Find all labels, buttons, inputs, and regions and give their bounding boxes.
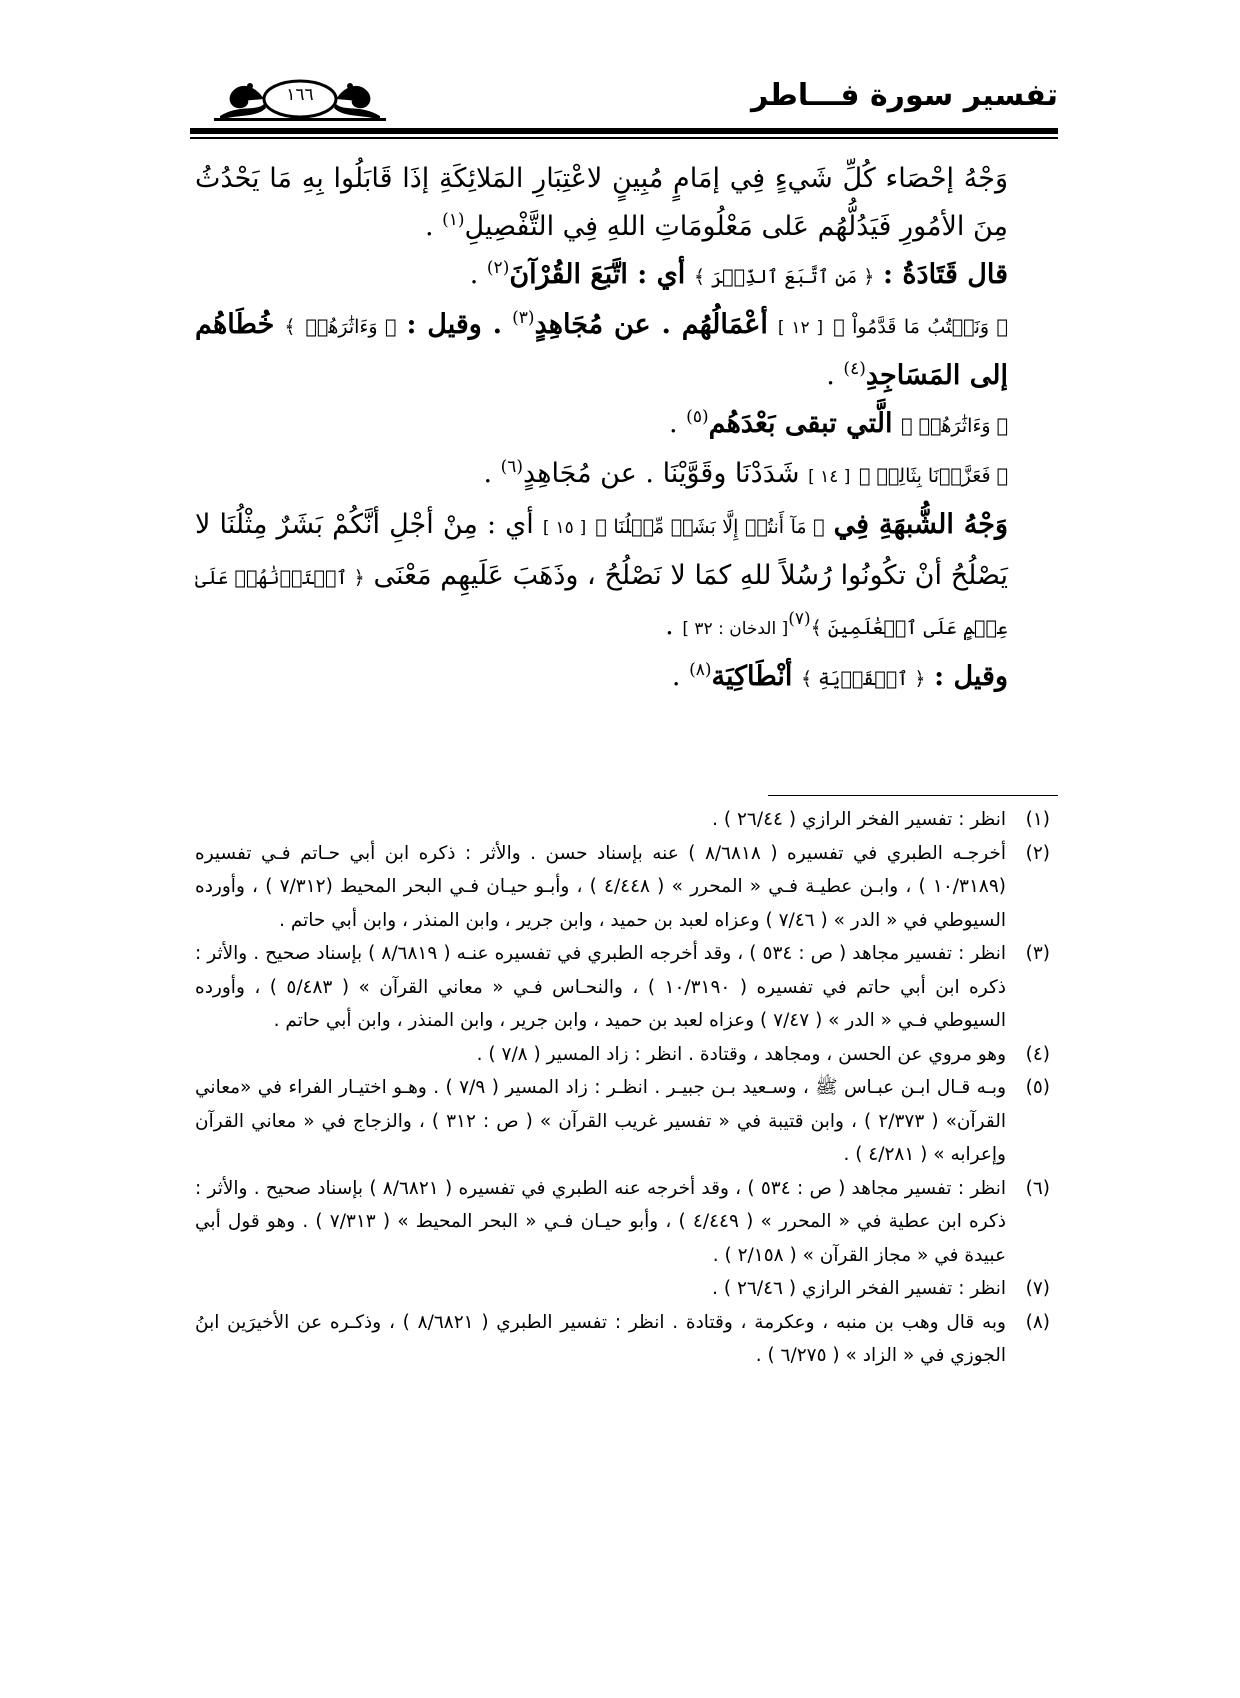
quran-verse: ﴾	[284, 316, 296, 338]
footnote	[195, 937, 1050, 1038]
footnote	[195, 1272, 1050, 1306]
verse-ref: [ ١٥ ]	[542, 518, 587, 538]
text: . وقيل :	[406, 309, 503, 340]
text: أي : اتَّبَعَ القُرْآنَ	[509, 259, 686, 290]
verse-ref: [ ١٤ ]	[808, 467, 851, 487]
paragraph-3	[195, 301, 1050, 400]
text: أي : مِنْ أجْلِ أنَّكُمْ بَشَرٌ مِثْلُنَا لا يَصْلُحُ أنْ تكُونُوا رُسُلاً للهِ كمَا لا نَصْلُحُ ، وذَهَبَ عَلَيهِم مَعْنَى	[195, 509, 1008, 591]
paragraph-6	[195, 501, 1050, 653]
verse-ref: [ الدخان : ٣٢ ]	[682, 619, 789, 639]
text: .	[665, 610, 674, 641]
paragraph-1	[195, 155, 1050, 251]
footnote	[195, 1306, 1050, 1373]
footnote	[195, 1071, 1050, 1172]
footnote-mark: (٣)	[512, 308, 535, 328]
footnote-mark: (١)	[442, 210, 465, 230]
text: .	[826, 360, 835, 391]
footnote-number: (٨)	[1025, 1311, 1050, 1333]
footnote	[195, 803, 1050, 837]
text: الَّتي تبقى بَعْدَهُم	[708, 408, 893, 439]
footnote-text: وبـه قـال ابـن عبـاس ﷺ ، وسـعيد بـن جبيـر . انظـر : زاد المسير ( ٧/٩ ) . وهـو اختيـار الفراء في «معاني القرآن» ( ٢/٣٧٣ ) ، وابن قتيبة في « تفسير غريب القرآن » ( ص : ٣١٢ ) ، والزجاج في « معاني القرآن وإعرابه » ( ٤/٢٨١ ) .	[195, 1077, 1007, 1165]
text: قال قَتَادَةُ :	[883, 259, 1008, 290]
text: .	[424, 211, 434, 242]
verse-ref: [ ١٢ ]	[777, 318, 824, 338]
quran-verse: ﴿ مَنِ ٱتَّبَعَ ٱلذِّكۡرَ ﴾	[693, 266, 875, 288]
header-rule	[190, 128, 1058, 134]
footnote	[195, 1038, 1050, 1072]
page-title: تفسير سورة فـــاطر	[750, 78, 1058, 113]
footnote-mark: (٨)	[689, 660, 712, 680]
footnote-number: (١)	[1025, 809, 1050, 830]
footnote-number: (٦)	[1025, 1177, 1050, 1199]
page-number: ١٦٦	[286, 85, 314, 105]
body-text	[195, 155, 1050, 703]
footnote-mark: (٧)	[788, 609, 811, 629]
page-header	[190, 70, 1058, 130]
footnote-mark: (٥)	[686, 407, 709, 427]
footnote	[195, 1172, 1050, 1273]
header-rule-thin	[190, 137, 1058, 139]
footnote-number: (٧)	[1025, 1278, 1050, 1299]
footnote-number: (٤)	[1025, 1043, 1050, 1065]
text: شَدَدْنَا وقَوَّيْنَا . عن مُجَاهِدٍ	[523, 458, 800, 489]
paragraph-2	[195, 251, 1050, 301]
footnote-number: (٥)	[1025, 1077, 1050, 1098]
footnote-text: انظر : تفسير مجاهد ( ص : ٥٣٤ ) ، وقد أخرجه عنه الطبري في تفسيره ( ٨/٦٨٢١ ) بإسناد صحيح . والأثر : ذكره ابن عطية في « المحرر » ( ٤/٤٤٩ ) ، وأبو حيـان فـي « البحر المحيط » ( ٧/٣١٣ ) . وهو قول أبي عبيدة في « مجاز القرآن » ( ٢/١٥٨ ) .	[195, 1177, 1006, 1266]
footnote-mark: (٢)	[486, 258, 510, 278]
paragraph-7	[195, 653, 1050, 703]
footnote-mark: (٤)	[843, 359, 866, 379]
paragraph-5	[195, 450, 1050, 501]
footnote-separator	[768, 795, 1058, 796]
text: وَجْهُ إحْصَاء كُلِّ شَيءٍ فِي إمَامٍ مُبِينٍ لاعْتِبَارِ المَلائِكَةِ إذَا قَابَلُوا بِهِ مَا يَحْدُثُ مِنَ الأمُورِ فَيَدُلُّهُم عَلى مَعْلُومَاتِ اللهِ فِي التَّفْصِيلِ	[195, 163, 1008, 242]
text: .	[483, 458, 493, 489]
footnote-number: (٢)	[1025, 842, 1050, 864]
footnote-text: انظر : تفسير الفخر الرازي ( ٢٦/٤٦ ) .	[712, 1278, 1006, 1299]
text: خُطَاهُم إلى المَسَاجِدِ	[195, 309, 1008, 391]
text: .	[668, 408, 678, 439]
footnotes	[195, 803, 1050, 1373]
paragraph-4	[195, 400, 1050, 450]
quran-verse: ﴿ ٱلۡقَرۡيَةِ ﴾	[801, 668, 926, 690]
footnote-text: أخرجـه الطبري في تفسيره ( ٨/٦٨١٨ ) عنه بإسناد حسن . والأثر : ذكره ابن أبي حـاتم فـي تفسيره (١٠/٣١٨٩ ) ، وابـن عطيـة فـي « المحرر » ( ٤/٤٤٨ ) ، وأبـو حيـان فـي البحر المحيط (٧/٣١٢ ) ، وأورده السيوطي في « الدر » ( ٧/٤٦ ) وعزاه لعبد بن حميد ، وابن جرير ، وابن المنذر ، وابن أبي حاتم .	[195, 842, 1006, 931]
quran-verse: ﴿ فَعَزَّزۡنَا بِثَالِثٖ ﴾	[859, 465, 1008, 487]
quran-verse: ﴿ وَنَكۡتُبُ مَا قَدَّمُواْ ﴾	[833, 316, 1008, 338]
quran-verse: ﴿ ٱخۡتَرۡنَٰهُمۡ عَلَىٰ عِلۡمٍ عَلَى ٱلۡعَٰلَمِينَ ﴾	[195, 567, 1008, 639]
footnote-text: انظر : تفسير الفخر الرازي ( ٢٦/٤٤ ) .	[712, 809, 1006, 830]
footnote-text: وهو مروي عن الحسن ، ومجاهد ، وقتادة . انظر : زاد المسير ( ٧/٨ ) .	[476, 1043, 1006, 1065]
text: .	[469, 259, 479, 290]
footnote-mark: (٦)	[500, 457, 524, 477]
text: وَجْهُ الشُّبهَةِ فِي	[833, 509, 1008, 540]
footnote-text: انظر : تفسير مجاهد ( ص : ٥٣٤ ) ، وقد أخرجه الطبري في تفسيره عنـه ( ٨/٦٨١٩ ) بإسناد صحيح . والأثر : ذكره ابن أبي حاتم في تفسيره ( ١٠/٣١٩٠ ) ، والنحـاس فـي « معاني القرآن » ( ٥/٤٨٣ ) ، وأورده السيوطي فـي « الدر » ( ٧/٤٧ ) وعزاه لعبد بن حميد ، وابن جرير ، وابن المنذر ، وابن أبي حاتم .	[195, 943, 1007, 1031]
footnote	[195, 837, 1050, 938]
text: أعْمَالُهُم . عن مُجَاهِدٍ	[534, 309, 768, 340]
text: .	[671, 661, 681, 692]
quran-verse: ﴿ وَءَاثَٰرَهُمۡ ﴾	[901, 415, 1008, 437]
footnote-number: (٣)	[1025, 943, 1050, 964]
text: وقيل :	[934, 661, 1008, 692]
quran-verse: ﴿ وَءَاثَٰرَهُمۡ	[305, 316, 397, 338]
quran-verse: ﴿ مَآ أَنتُمۡ إِلَّا بَشَرٞ مِّثۡلُنَا ﴾	[595, 516, 825, 538]
text: أنْطَاكِيَة	[711, 661, 793, 692]
footnote-text: وبه قال وهب بن منبه ، وعكرمة ، وقتادة . انظر : تفسير الطبري ( ٨/٦٨٢١ ) ، وذكـره عن الأخيرَين ابنُ الجوزي في « الزاد » ( ٦/٢٧٥ ) .	[195, 1311, 1006, 1366]
